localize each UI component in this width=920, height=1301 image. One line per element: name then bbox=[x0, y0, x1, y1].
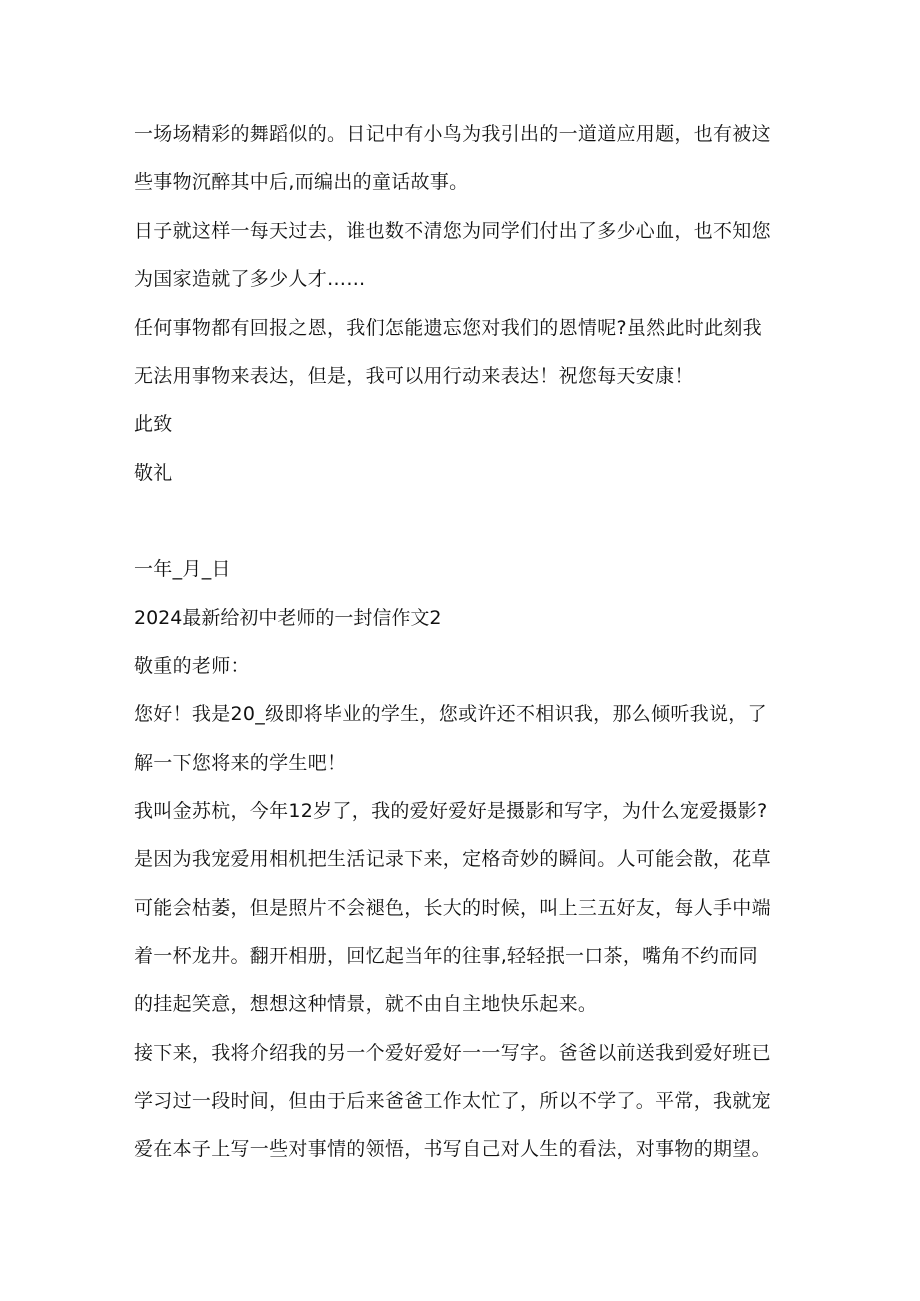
text-line-19: 接下来，我将介绍我的另一个爱好爱好一一写字。爸爸以前送我到爱好班已 bbox=[134, 1042, 771, 1064]
text-line-14: 我叫金苏杭，今年12岁了，我的爱好爱好是摄影和写字，为什么宠爱摄影? bbox=[134, 800, 768, 822]
closing-regards: 敬礼 bbox=[134, 462, 173, 484]
text-line-16: 可能会枯萎，但是照片不会褪色，长大的时候，叫上三五好友，每人手中端 bbox=[134, 897, 771, 919]
text-line-13: 解一下您将来的学生吧！ bbox=[134, 752, 347, 774]
text-line-17: 着一杯龙井。翻开相册，回忆起当年的往事,轻轻抿一口茶，嘴角不约而同 bbox=[134, 945, 758, 967]
text-line-5: 任何事物都有回报之恩，我们怎能遗忘您对我们的恩情呢?虽然此时此刻我 bbox=[134, 317, 762, 339]
text-line-20: 学习过一段时间，但由于后来爸爸工作太忙了，所以不学了。平常，我就宠 bbox=[134, 1090, 771, 1112]
text-line-21: 爱在本子上写一些对事情的领悟，书写自己对人生的看法，对事物的期望。 bbox=[134, 1138, 771, 1160]
text-line-12: 您好！我是20_级即将毕业的学生，您或许还不相识我，那么倾听我说，了 bbox=[134, 703, 767, 725]
text-line-3: 日子就这样一每天过去，谁也数不清您为同学们付出了多少心血，也不知您 bbox=[134, 220, 771, 242]
article-title: 2024最新给初中老师的一封信作文2 bbox=[134, 607, 442, 629]
text-line-1: 一场场精彩的舞蹈似的。日记中有小鸟为我引出的一道道应用题，也有被这 bbox=[134, 123, 771, 145]
text-line-6: 无法用事物来表达，但是，我可以用行动来表达！祝您每天安康！ bbox=[134, 365, 694, 387]
date-line: 一年_月_日 bbox=[134, 558, 231, 580]
greeting: 敬重的老师： bbox=[134, 655, 250, 677]
text-line-18: 的挂起笑意，想想这种情景，就不由自主地快乐起来。 bbox=[134, 993, 598, 1015]
text-line-2: 些事物沉醉其中后,而编出的童话故事。 bbox=[134, 171, 469, 193]
text-line-4: 为国家造就了多少人才…… bbox=[134, 268, 366, 290]
closing-salutation: 此致 bbox=[134, 413, 173, 435]
text-line-15: 是因为我宠爱用相机把生活记录下来，定格奇妙的瞬间。人可能会散，花草 bbox=[134, 848, 771, 870]
